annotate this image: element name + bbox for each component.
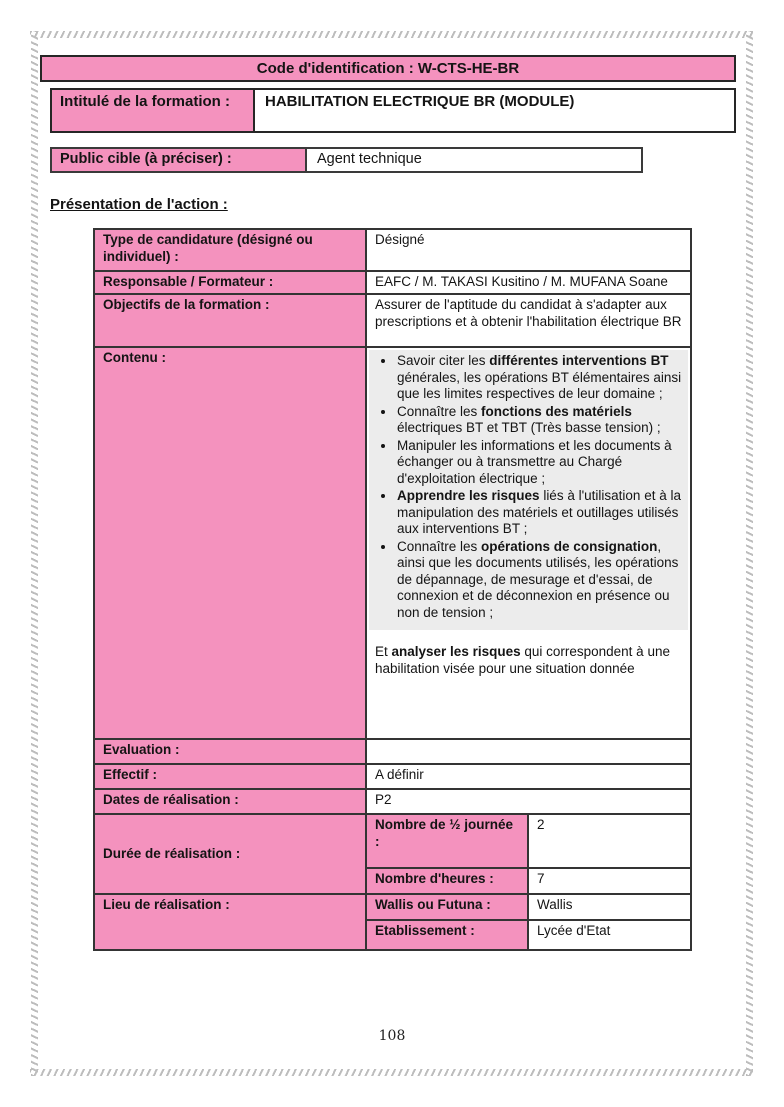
effectif-value: A définir: [366, 764, 691, 789]
decorative-border-right: [746, 31, 753, 1076]
public-cible-label: Public cible (à préciser) :: [52, 149, 307, 171]
duree-sub-label-demi-journee: Nombre de ½ journée :: [366, 814, 528, 868]
intitule-label: Intitulé de la formation :: [52, 90, 255, 131]
table-row: [94, 271, 691, 294]
intitule-value: HABILITATION ELECTRIQUE BR (MODULE): [255, 90, 734, 131]
type-candidature-label: Type de candidature (désigné ou individuel) :: [94, 229, 366, 271]
duree-sub-value-heures: 7: [528, 868, 691, 894]
responsable-value: EAFC / M. TAKASI Kusitino / M. MUFANA Soane: [366, 271, 691, 294]
objectifs-label: Objectifs de la formation :: [94, 294, 366, 347]
code-identification-bar: Code d'identification : W-CTS-HE-BR: [40, 55, 736, 82]
contenu-value-cell: [366, 347, 691, 739]
table-row: [94, 814, 691, 868]
formation-table: [93, 228, 692, 951]
table-row: [94, 739, 691, 764]
decorative-border-left: [31, 31, 38, 1076]
lieu-label: Lieu de réalisation :: [94, 894, 366, 950]
formation-table-wrapper: [93, 228, 692, 951]
duree-sub-value-demi-journee: 2: [528, 814, 691, 868]
contenu-bullet: • Connaître les opérations de consignation, ainsi que les documents utilisés, les opérations de dépannage, de mesurage et d'essai, de connexion et de déconnexion en présence ou non de tension ;: [396, 539, 686, 622]
contenu-closing-paragraph: Et analyser les risques qui correspondent à une habilitation visée pour une situation donnée: [375, 644, 670, 676]
public-cible-value: Agent technique: [307, 149, 641, 171]
presentation-heading: Présentation de l'action :: [50, 196, 228, 213]
lieu-sub-value-wallis-futuna: Wallis: [528, 894, 691, 920]
effectif-label: Effectif :: [94, 764, 366, 789]
duree-label: Durée de réalisation :: [94, 814, 366, 894]
table-row: [94, 229, 691, 271]
lieu-sub-label-wallis-futuna: Wallis ou Futuna :: [366, 894, 528, 920]
duree-sub-label-heures: Nombre d'heures :: [366, 868, 528, 894]
lieu-sub-label-etablissement: Etablissement :: [366, 920, 528, 950]
lieu-sub-value-etablissement: Lycée d'Etat: [528, 920, 691, 950]
contenu-bullet: • Apprendre les risques liés à l'utilisation et à la manipulation des matériels et outillages utilisés aux interventions BT ;: [396, 488, 686, 538]
decorative-border-bottom: [30, 1069, 753, 1076]
type-candidature-value: Désigné: [366, 229, 691, 271]
table-row: [94, 789, 691, 814]
dates-value: P2: [366, 789, 691, 814]
objectifs-value: Assurer de l'aptitude du candidat à s'adapter aux prescriptions et à obtenir l'habilitation électrique BR: [366, 294, 691, 347]
contenu-bullet-block: [369, 350, 688, 630]
decorative-border-top: [30, 31, 753, 38]
table-row: [94, 764, 691, 789]
page-number: 108: [378, 1028, 406, 1044]
table-row: [94, 894, 691, 920]
contenu-label: Contenu :: [94, 347, 366, 739]
contenu-bullet-list: [369, 353, 686, 621]
contenu-bullet: • Savoir citer les différentes interventions BT générales, les opérations BT élémentaires ainsi que les limites respectives de leur domaine ;: [396, 353, 686, 403]
responsable-label: Responsable / Formateur :: [94, 271, 366, 294]
evaluation-label: Evaluation :: [94, 739, 366, 764]
contenu-bullet: • Manipuler les informations et les documents à échanger ou à transmettre au Chargé d'exploitation électrique ;: [396, 438, 686, 488]
intitule-row: [50, 88, 736, 133]
table-row: [94, 347, 691, 739]
evaluation-value: [366, 739, 691, 764]
table-row: [94, 294, 691, 347]
public-cible-row: [50, 147, 643, 173]
contenu-bullet: • Connaître les fonctions des matériels électriques BT et TBT (Très basse tension) ;: [396, 404, 686, 437]
dates-label: Dates de réalisation :: [94, 789, 366, 814]
